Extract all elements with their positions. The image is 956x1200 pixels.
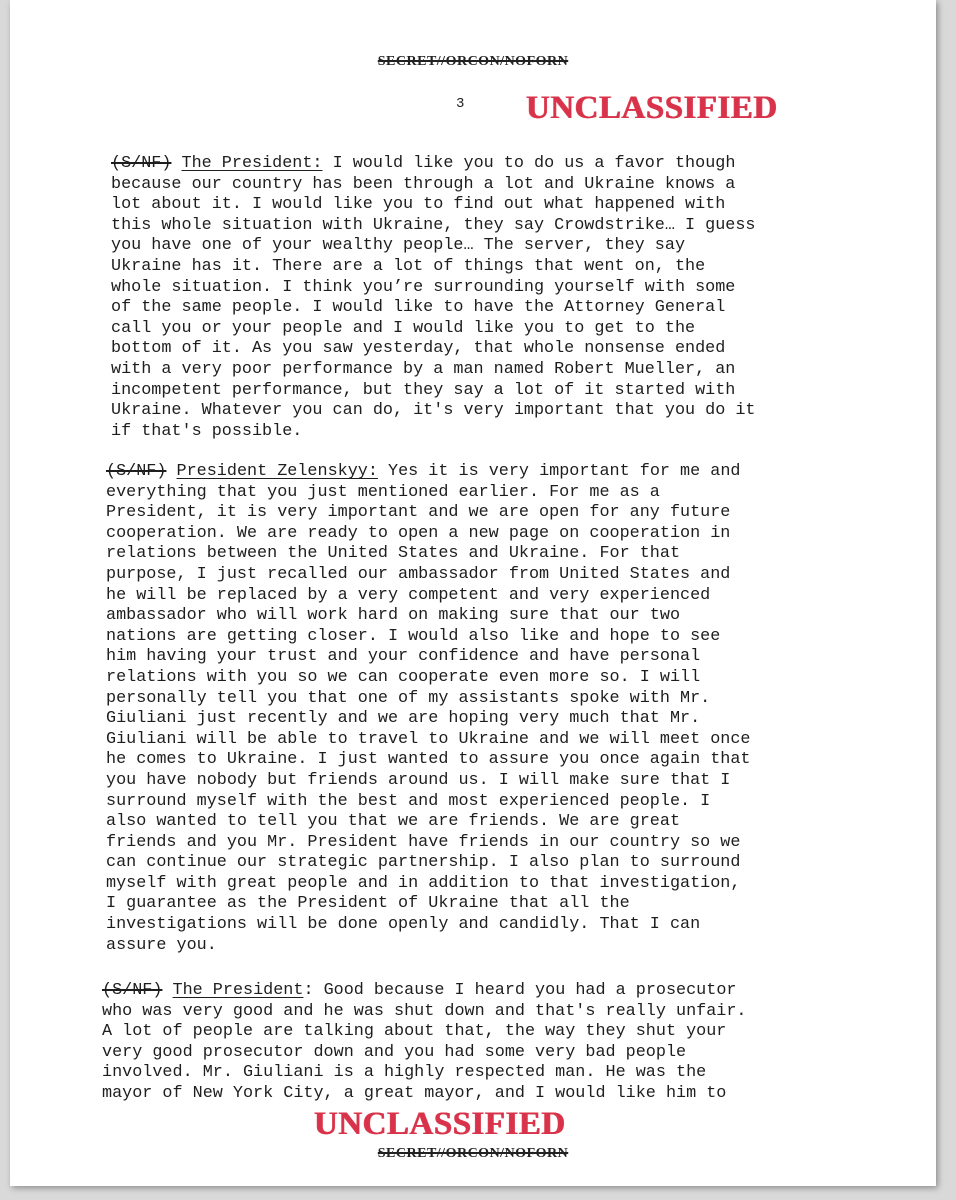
paragraph-body: I would like you to do us a favor though because our country has been through a lot and Ukraine knows a lot about it. I would like you to find out what happened with this whole situation with Ukraine, they say Crowdstrike… I guess you have one of your wealthy people… The server, they say Ukraine has it. There are a lot of things that went on, the whole situation. I think you’re surrounding yourself with some of the same people. I would like to have the Attorney General call you or your people and I would like you to get to the bottom of it. As you saw yesterday, that whole nonsense ended with a very poor performance by a man named Robert Mueller, an incompetent performance, but they say a lot of it started with Ukraine. Whatever you can do, it's very important that you do it if that's possible. <box>111 154 756 441</box>
paragraph-body: : Good because I heard you had a prosecutor who was very good and he was shut down and that's really unfair. A lot of people are talking about that, the way they shut your very good prosecutor down and you had some very bad people involved. Mr. Giuliani is a highly respected man. He was the mayor of New York City, a great mayor, and I would like him to <box>102 981 747 1103</box>
speaker-label: President Zelenskyy: <box>176 462 378 481</box>
classification-footer: SECRET//ORCON/NOFORN <box>377 1146 569 1161</box>
classification-marking: (S/NF) <box>106 462 167 481</box>
speaker-label: The President: <box>181 154 323 173</box>
document-page <box>10 0 936 1186</box>
unclassified-stamp-bottom: UNCLASSIFIED <box>314 1106 566 1142</box>
unclassified-stamp-top: UNCLASSIFIED <box>526 90 778 126</box>
classification-marking: (S/NF) <box>111 154 172 173</box>
classification-marking: (S/NF) <box>102 981 163 1000</box>
paragraph-zelenskyy <box>106 462 751 956</box>
classification-header: SECRET//ORCON/NOFORN <box>377 54 569 69</box>
paragraph-president-2 <box>102 981 747 1105</box>
page-number: 3 <box>456 96 465 112</box>
speaker-label: The President <box>172 981 304 1000</box>
paragraph-body: Yes it is very important for me and everything that you just mentioned earlier. For me as a President, it is very important and we are open for any future cooperation. We are ready to open a new page on cooperation in relations between the United States and Ukraine. For that purpose, I just recalled our ambassador from United States and he will be replaced by a very competent and very experienced ambassador who will work hard on making sure that our two nations are getting closer. I would also like and hope to see him having your trust and your confidence and have personal relations with you so we can cooperate even more so. I will personally tell you that one of my assistants spoke with Mr. Giuliani just recently and we are hoping very much that Mr. Giuliani will be able to travel to Ukraine and we will meet once he comes to Ukraine. I just wanted to assure you once again that you have nobody but friends around us. I will make sure that I surround myself with the best and most experienced people. I also wanted to tell you that we are friends. We are great friends and you Mr. President have friends in our country so we can continue our strategic partnership. I also plan to surround myself with great people and in addition to that investigation, I guarantee as the President of Ukraine that all the investigations will be done openly and candidly. That I can assure you. <box>106 462 751 955</box>
paragraph-president-1 <box>111 154 756 442</box>
